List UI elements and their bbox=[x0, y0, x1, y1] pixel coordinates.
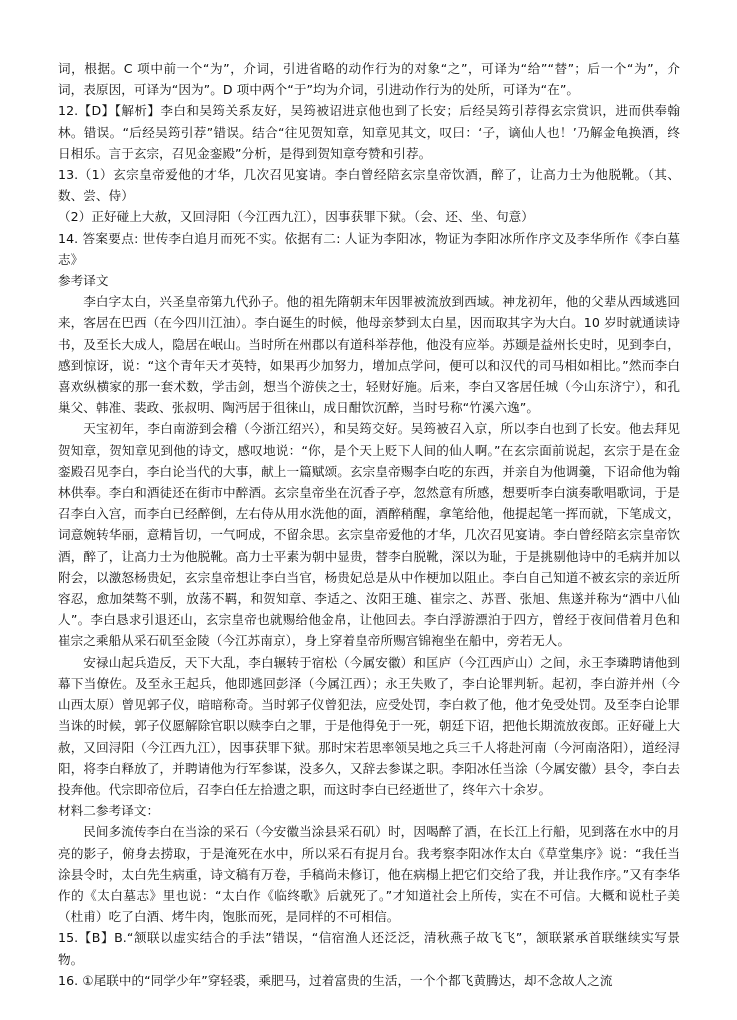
answer-key-page bbox=[58, 58, 680, 991]
translation-paragraph-2: 天宝初年，李白南游到会稽（今浙江绍兴），和吴筠交好。吴筠被召入京，所以李白也到了长安。他去拜见贺知章，贺知章见到他的诗文，感叹地说：“你，是个天上贬下人间的仙人啊。”在玄宗面前说起，玄宗于是在金銮殿召见李白，李白论当代的大事，献上一篇赋颂。玄宗皇帝赐李白吃的东西，并亲自为他调羹，下诏命他为翰林供奉。李白和酒徒还在街市中醉酒。玄宗皇帝坐在沉香子亭，忽然意有所感，想要听李白演奏歌唱歌词，于是召李白入宫，而李白已经醉倒，左右侍从用水洗他的面，酒醉稍醒，拿笔给他，他提起笔一挥而就，下笔成文，词意婉转华丽，意精旨切，一气呵成，不留余思。玄宗皇帝爱他的才华，几次召见宴请。李白曾经陪玄宗皇帝饮酒，醉了，让高力士为他脱靴。高力士平素为朝中显贵，替李白脱靴，深以为耻，于是挑剔他诗中的毛病并加以附会，以激怒杨贵妃，玄宗皇帝想让李白当官，杨贵妃总是从中作梗加以阻止。李白自己知道不被玄宗的亲近所容忍，愈加桀骜不驯，放荡不羁，和贺知章、李适之、汝阳王璡、崔宗之、苏晋、张旭、焦遂并称为“酒中八仙人”。李白恳求引退还山，玄宗皇帝也就赐给他金帛，让他回去。李白浮游漂泊于四方，曾经于夜间借着月色和崔宗之乘船从采石矶至金陵（今江苏南京），身上穿着皇帝所赐宫锦袍坐在船中，旁若无人。 bbox=[58, 421, 680, 649]
q11-explanation-tail: 词，根据。C 项中前一个“为”，介词，引进省略的动作行为的对象“之”，可译为“给”“替”；后一个“为”，介词，表原因，可译为“因为”。D 项中两个“于”均为介词，引进动作行为的处所，可译为“在”。 bbox=[58, 61, 680, 98]
q15-answer: 15.【B】B.“颔联以虚实结合的手法”错误，“信宿渔人还泛泛，清秋燕子故飞飞”，颔联紧承首联继续实写景物。 bbox=[58, 930, 680, 967]
material-two-heading: 材料二参考译文： bbox=[58, 803, 160, 819]
q12-answer: 12.【D】【解析】李白和吴筠关系友好，吴筠被诏进京他也到了长安；后经吴筠引荐得玄宗赏识，进而供奉翰林。错误。“后经吴筠引荐”错误。结合“往见贺知章，知章见其文，叹曰：‘子，谪仙人也！’乃解金龟换酒，终日相乐。言于玄宗，召见金銮殿”分析，是得到贺知章夸赞和引荐。 bbox=[58, 103, 680, 161]
reference-translation-heading: 参考译文 bbox=[58, 273, 109, 289]
q13-answer-1: 13.（1）玄宗皇帝爱他的才华，几次召见宴请。李白曾经陪玄宗皇帝饮酒，醉了，让高力士为他脱靴。（其、数、尝、侍） bbox=[58, 167, 680, 204]
q16-answer: 16. ①尾联中的“同学少年”穿轻裘，乘肥马，过着富贵的生活，一个个都飞黄腾达，却不念故人之流 bbox=[58, 972, 613, 988]
translation-paragraph-3: 安禄山起兵造反，天下大乱，李白辗转于宿松（今属安徽）和匡庐（今江西庐山）之间，永王李璘聘请他到幕下当僚佐。及至永王起兵，他即逃回彭泽（今属江西）；永王失败了，李白论罪判斩。起初，李白游并州（今山西太原）曾见郭子仪，暗暗称奇。当时郭子仪曾犯法，应受处罚，李白救了他，他才免受处罚。及至李白论罪当诛的时候，郭子仪愿解除官职以赎李白之罪，于是他得免于一死，朝廷下诏，把他长期流放夜郎。正好碰上大赦，又回浔阳（今江西九江），因事获罪下狱。那时宋若思率领吴地之兵三千人将赴河南（今河南洛阳），道经浔阳，将李白释放了，并聘请他为行军参谋，没多久，又辞去参谋之职。李阳冰任当涂（今属安徽）县令，李白去投奔他。代宗即帝位后，召李白任左拾遗之职，而这时李白已经逝世了，终年六十余岁。 bbox=[58, 654, 680, 797]
translation-paragraph-4: 民间多流传李白在当涂的采石（今安徽当涂县采石矶）时，因喝醉了酒，在长江上行船，见到落在水中的月亮的影子，俯身去捞取，于是淹死在水中，所以采石有捉月台。我考察李阳冰作太白《草堂集序》说：“我任当涂县令时，太白先生病重，诗文稿有万卷，手稿尚未修订，他在病榻上把它们交给了我，并让我作序。”又有李华作的《太白墓志》里也说：“太白作《临终歌》后就死了。”才知道社会上所传，实在不可信。大概和说杜子美（杜甫）吃了白酒、烤牛肉，饱胀而死，是同样的不可相信。 bbox=[58, 824, 680, 925]
q13-answer-2: （2）正好碰上大赦，又回浔阳（今江西九江），因事获罪下狱。（会、还、坐、句意） bbox=[58, 209, 534, 225]
translation-paragraph-1: 李白字太白，兴圣皇帝第九代孙子。他的祖先隋朝末年因罪被流放到西域。神龙初年，他的父辈从西域逃回来，客居在巴西（在今四川江油）。李白诞生的时候，他母亲梦到太白星，因而取其字为大白。10 岁时就通读诗书，及至长大成人，隐居在岷山。当时所在州郡以有道科举荐他，他没有应举。苏颋是益州长史时，见到李白，感到惊讶，说：“这个青年天才英特，如果再少加努力，增加点学问，便可以和汉代的司马相如相比。”然而李白喜欢纵横家的那一套术数，学击剑，想当个游侠之士，轻财好施。后来，李白又客居任城（今山东济宁），和孔巢父、韩准、裴政、张叔明、陶沔居于徂徕山，成日酣饮沉醉，当时号称“竹溪六逸”。 bbox=[58, 294, 680, 416]
q14-answer: 14. 答案要点: 世传李白追月而死不实。依据有二: 人证为李阳冰，物证为李阳冰所作序文及李华所作《李白墓志》 bbox=[58, 230, 680, 267]
